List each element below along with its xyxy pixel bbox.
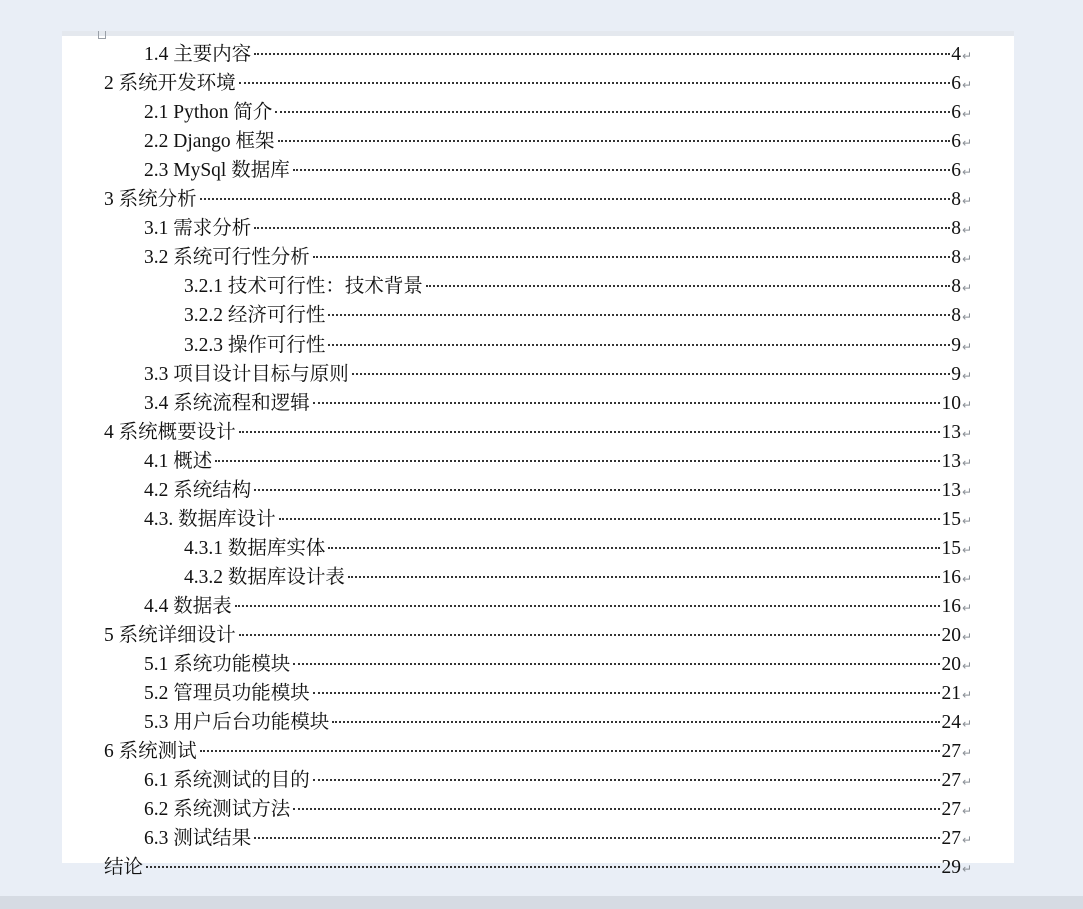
toc-entry-title: 3.3 项目设计目标与原则 bbox=[144, 363, 349, 385]
toc-entry[interactable] bbox=[144, 795, 972, 824]
toc-entry-title: 3.2.3 操作可行性 bbox=[184, 334, 326, 356]
paragraph-mark-icon: ↵ bbox=[961, 804, 972, 819]
toc-dot-leader bbox=[275, 111, 950, 113]
toc-dot-leader bbox=[239, 634, 941, 636]
toc-dot-leader bbox=[313, 256, 950, 258]
toc-entry-title: 5.2 管理员功能模块 bbox=[144, 683, 310, 705]
toc-entry-title: 结论 bbox=[104, 857, 144, 879]
toc-entry-page-number: 6 bbox=[951, 160, 961, 182]
paragraph-mark-icon: ↵ bbox=[961, 78, 972, 93]
toc-dot-leader bbox=[239, 431, 941, 433]
toc-entry[interactable] bbox=[104, 69, 972, 98]
toc-entry[interactable] bbox=[144, 127, 972, 156]
paragraph-mark-icon: ↵ bbox=[961, 252, 972, 267]
paragraph-mark-icon: ↵ bbox=[961, 455, 972, 470]
toc-entry[interactable] bbox=[144, 243, 972, 272]
toc-entry-title: 4.3. 数据库设计 bbox=[144, 508, 276, 530]
toc-entry-title: 5.3 用户后台功能模块 bbox=[144, 712, 330, 734]
toc-entry-page-number: 29 bbox=[941, 857, 961, 879]
toc-entry-page-number: 13 bbox=[941, 450, 961, 472]
paragraph-mark-icon: ↵ bbox=[961, 688, 972, 703]
toc-entry-page-number: 6 bbox=[951, 102, 961, 124]
toc-entry-title: 3.2.1 技术可行性：技术背景 bbox=[184, 276, 423, 298]
toc-entry[interactable] bbox=[144, 447, 972, 476]
paragraph-mark-icon: ↵ bbox=[961, 194, 972, 209]
toc-entry[interactable] bbox=[184, 272, 972, 301]
toc-entry-title: 2 系统开发环境 bbox=[104, 73, 236, 95]
toc-dot-leader bbox=[254, 837, 940, 839]
toc-dot-leader bbox=[254, 53, 950, 55]
toc-dot-leader bbox=[426, 285, 950, 287]
toc-entry[interactable] bbox=[104, 737, 972, 766]
toc-entry-title: 6.2 系统测试方法 bbox=[144, 799, 291, 821]
paragraph-mark-icon: ↵ bbox=[961, 397, 972, 412]
paragraph-mark-icon: ↵ bbox=[961, 542, 972, 557]
paragraph-mark-icon: ↵ bbox=[961, 659, 972, 674]
toc-entry-page-number: 13 bbox=[941, 479, 961, 501]
toc-entry[interactable] bbox=[144, 824, 972, 853]
toc-entry-page-number: 21 bbox=[941, 683, 961, 705]
toc-dot-leader bbox=[200, 198, 951, 200]
document-page bbox=[62, 31, 1014, 879]
toc-entry-page-number: 4 bbox=[951, 44, 961, 65]
toc-entry[interactable] bbox=[144, 679, 972, 708]
toc-entry-title: 3.1 需求分析 bbox=[144, 218, 252, 240]
toc-entry-title: 6.3 测试结果 bbox=[144, 828, 252, 850]
toc-dot-leader bbox=[254, 489, 940, 491]
toc-dot-leader bbox=[239, 82, 951, 84]
toc-entry-page-number: 9 bbox=[951, 363, 961, 385]
toc-entry-page-number: 20 bbox=[941, 625, 961, 646]
toc-entry-page-number: 24 bbox=[941, 712, 961, 734]
toc-entry-page-number: 16 bbox=[941, 595, 961, 617]
toc-entry[interactable] bbox=[144, 708, 972, 737]
paragraph-mark-icon: ↵ bbox=[961, 310, 972, 325]
toc-entry[interactable] bbox=[104, 185, 972, 214]
toc-dot-leader bbox=[278, 140, 951, 142]
toc-entry-page-number: 20 bbox=[941, 654, 961, 676]
paragraph-mark-icon: ↵ bbox=[961, 426, 972, 441]
toc-dot-leader bbox=[313, 402, 941, 404]
toc-entry-title: 4.1 概述 bbox=[144, 450, 213, 472]
paragraph-mark-icon: ↵ bbox=[961, 833, 972, 848]
toc-dot-leader bbox=[293, 663, 940, 665]
toc-dot-leader bbox=[293, 808, 940, 810]
toc-entry-title: 3.2 系统可行性分析 bbox=[144, 247, 310, 269]
toc-entry-page-number: 27 bbox=[941, 828, 961, 850]
toc-entry[interactable] bbox=[104, 853, 972, 882]
toc-dot-leader bbox=[348, 576, 941, 578]
toc-entry-page-number: 15 bbox=[941, 508, 961, 530]
paragraph-mark-icon: ↵ bbox=[961, 165, 972, 180]
toc-entry[interactable] bbox=[144, 156, 972, 185]
toc-entry-title: 6 系统测试 bbox=[104, 741, 197, 763]
toc-dot-leader bbox=[235, 605, 941, 607]
toc-entry-page-number: 27 bbox=[941, 799, 961, 821]
toc-dot-leader bbox=[328, 314, 950, 316]
paragraph-mark-icon: ↵ bbox=[961, 339, 972, 354]
paragraph-mark-icon: ↵ bbox=[961, 600, 972, 615]
paragraph-mark-icon: ↵ bbox=[961, 107, 972, 122]
toc-entry[interactable] bbox=[144, 592, 972, 621]
status-bar bbox=[0, 896, 1083, 909]
toc-dot-leader bbox=[328, 547, 940, 549]
toc-entry-page-number: 6 bbox=[951, 73, 961, 95]
toc-entry-page-number: 8 bbox=[951, 276, 961, 298]
toc-dot-leader bbox=[313, 692, 941, 694]
paragraph-mark-icon: ↵ bbox=[961, 484, 972, 499]
toc-entry[interactable] bbox=[184, 563, 972, 592]
paragraph-mark-icon: ↵ bbox=[961, 281, 972, 296]
toc-dot-leader bbox=[313, 779, 941, 781]
paragraph-mark-icon: ↵ bbox=[961, 717, 972, 732]
toc-entry[interactable] bbox=[104, 621, 972, 650]
toc-entry[interactable] bbox=[144, 389, 972, 418]
paragraph-mark-icon: ↵ bbox=[961, 223, 972, 238]
toc-entry[interactable] bbox=[144, 476, 972, 505]
paragraph-mark-icon: ↵ bbox=[961, 368, 972, 383]
text-boundary-corner-mark bbox=[98, 31, 106, 39]
paragraph-mark-icon: ↵ bbox=[961, 630, 972, 644]
toc-dot-leader bbox=[215, 460, 940, 462]
toc-entry-title: 3 系统分析 bbox=[104, 189, 197, 211]
toc-entry[interactable] bbox=[144, 650, 972, 679]
paragraph-mark-icon: ↵ bbox=[961, 49, 972, 63]
toc-entry-page-number: 8 bbox=[951, 189, 961, 211]
toc-entry[interactable] bbox=[144, 766, 972, 795]
toc-entry[interactable] bbox=[144, 40, 972, 69]
toc-entry-title: 5.1 系统功能模块 bbox=[144, 654, 291, 676]
toc-entry-title: 1.4 主要内容 bbox=[144, 44, 252, 65]
toc-entry-title: 2.2 Django 框架 bbox=[144, 131, 275, 153]
toc-entry[interactable] bbox=[144, 505, 972, 534]
toc-entry-title: 3.2.2 经济可行性 bbox=[184, 305, 326, 327]
toc-dot-leader bbox=[146, 866, 940, 868]
toc-dot-leader bbox=[279, 518, 941, 520]
toc-entry-page-number: 8 bbox=[951, 247, 961, 269]
toc-entry[interactable] bbox=[184, 534, 972, 563]
toc-entry-title: 4.3.2 数据库设计表 bbox=[184, 566, 345, 588]
toc-entry[interactable] bbox=[184, 331, 972, 360]
toc-entry-page-number: 16 bbox=[941, 566, 961, 588]
toc-entry[interactable] bbox=[144, 360, 972, 389]
paragraph-mark-icon: ↵ bbox=[961, 513, 972, 528]
toc-dot-leader bbox=[200, 750, 941, 752]
toc-entry[interactable] bbox=[144, 214, 972, 243]
toc-entry-title: 4.2 系统结构 bbox=[144, 479, 252, 501]
toc-entry[interactable] bbox=[144, 98, 972, 127]
paragraph-mark-icon: ↵ bbox=[961, 746, 972, 761]
toc-entry-page-number: 15 bbox=[941, 537, 961, 559]
toc-dot-leader bbox=[293, 169, 950, 171]
toc-dot-leader bbox=[332, 721, 940, 723]
paragraph-mark-icon: ↵ bbox=[961, 775, 972, 790]
toc-entry-page-number: 8 bbox=[951, 218, 961, 240]
toc-entry-title: 4 系统概要设计 bbox=[104, 421, 236, 443]
toc-dot-leader bbox=[254, 227, 950, 229]
toc-entry-page-number: 10 bbox=[941, 392, 961, 414]
toc-entry-title: 3.4 系统流程和逻辑 bbox=[144, 392, 310, 414]
toc-entry-title: 6.1 系统测试的目的 bbox=[144, 770, 310, 792]
toc-entry-page-number: 27 bbox=[941, 741, 961, 763]
toc-dot-leader bbox=[352, 373, 950, 375]
toc-entry-page-number: 6 bbox=[951, 131, 961, 153]
toc-entry-title: 4.3.1 数据库实体 bbox=[184, 537, 326, 559]
toc-entry-title: 4.4 数据表 bbox=[144, 595, 232, 617]
toc-entry-title: 5 系统详细设计 bbox=[104, 625, 236, 646]
toc-entry[interactable] bbox=[184, 301, 972, 330]
toc-entry-page-number: 27 bbox=[941, 770, 961, 792]
toc-entry-page-number: 13 bbox=[941, 421, 961, 443]
paragraph-mark-icon: ↵ bbox=[961, 136, 972, 151]
toc-entry-page-number: 8 bbox=[951, 305, 961, 327]
toc-entry-title: 2.3 MySql 数据库 bbox=[144, 160, 290, 182]
toc-dot-leader bbox=[328, 344, 950, 346]
toc-entry-page-number: 9 bbox=[951, 334, 961, 356]
toc-entry[interactable] bbox=[104, 418, 972, 447]
toc-entry-title: 2.1 Python 简介 bbox=[144, 102, 273, 124]
paragraph-mark-icon: ↵ bbox=[961, 571, 972, 586]
paragraph-mark-icon: ↵ bbox=[961, 862, 972, 877]
